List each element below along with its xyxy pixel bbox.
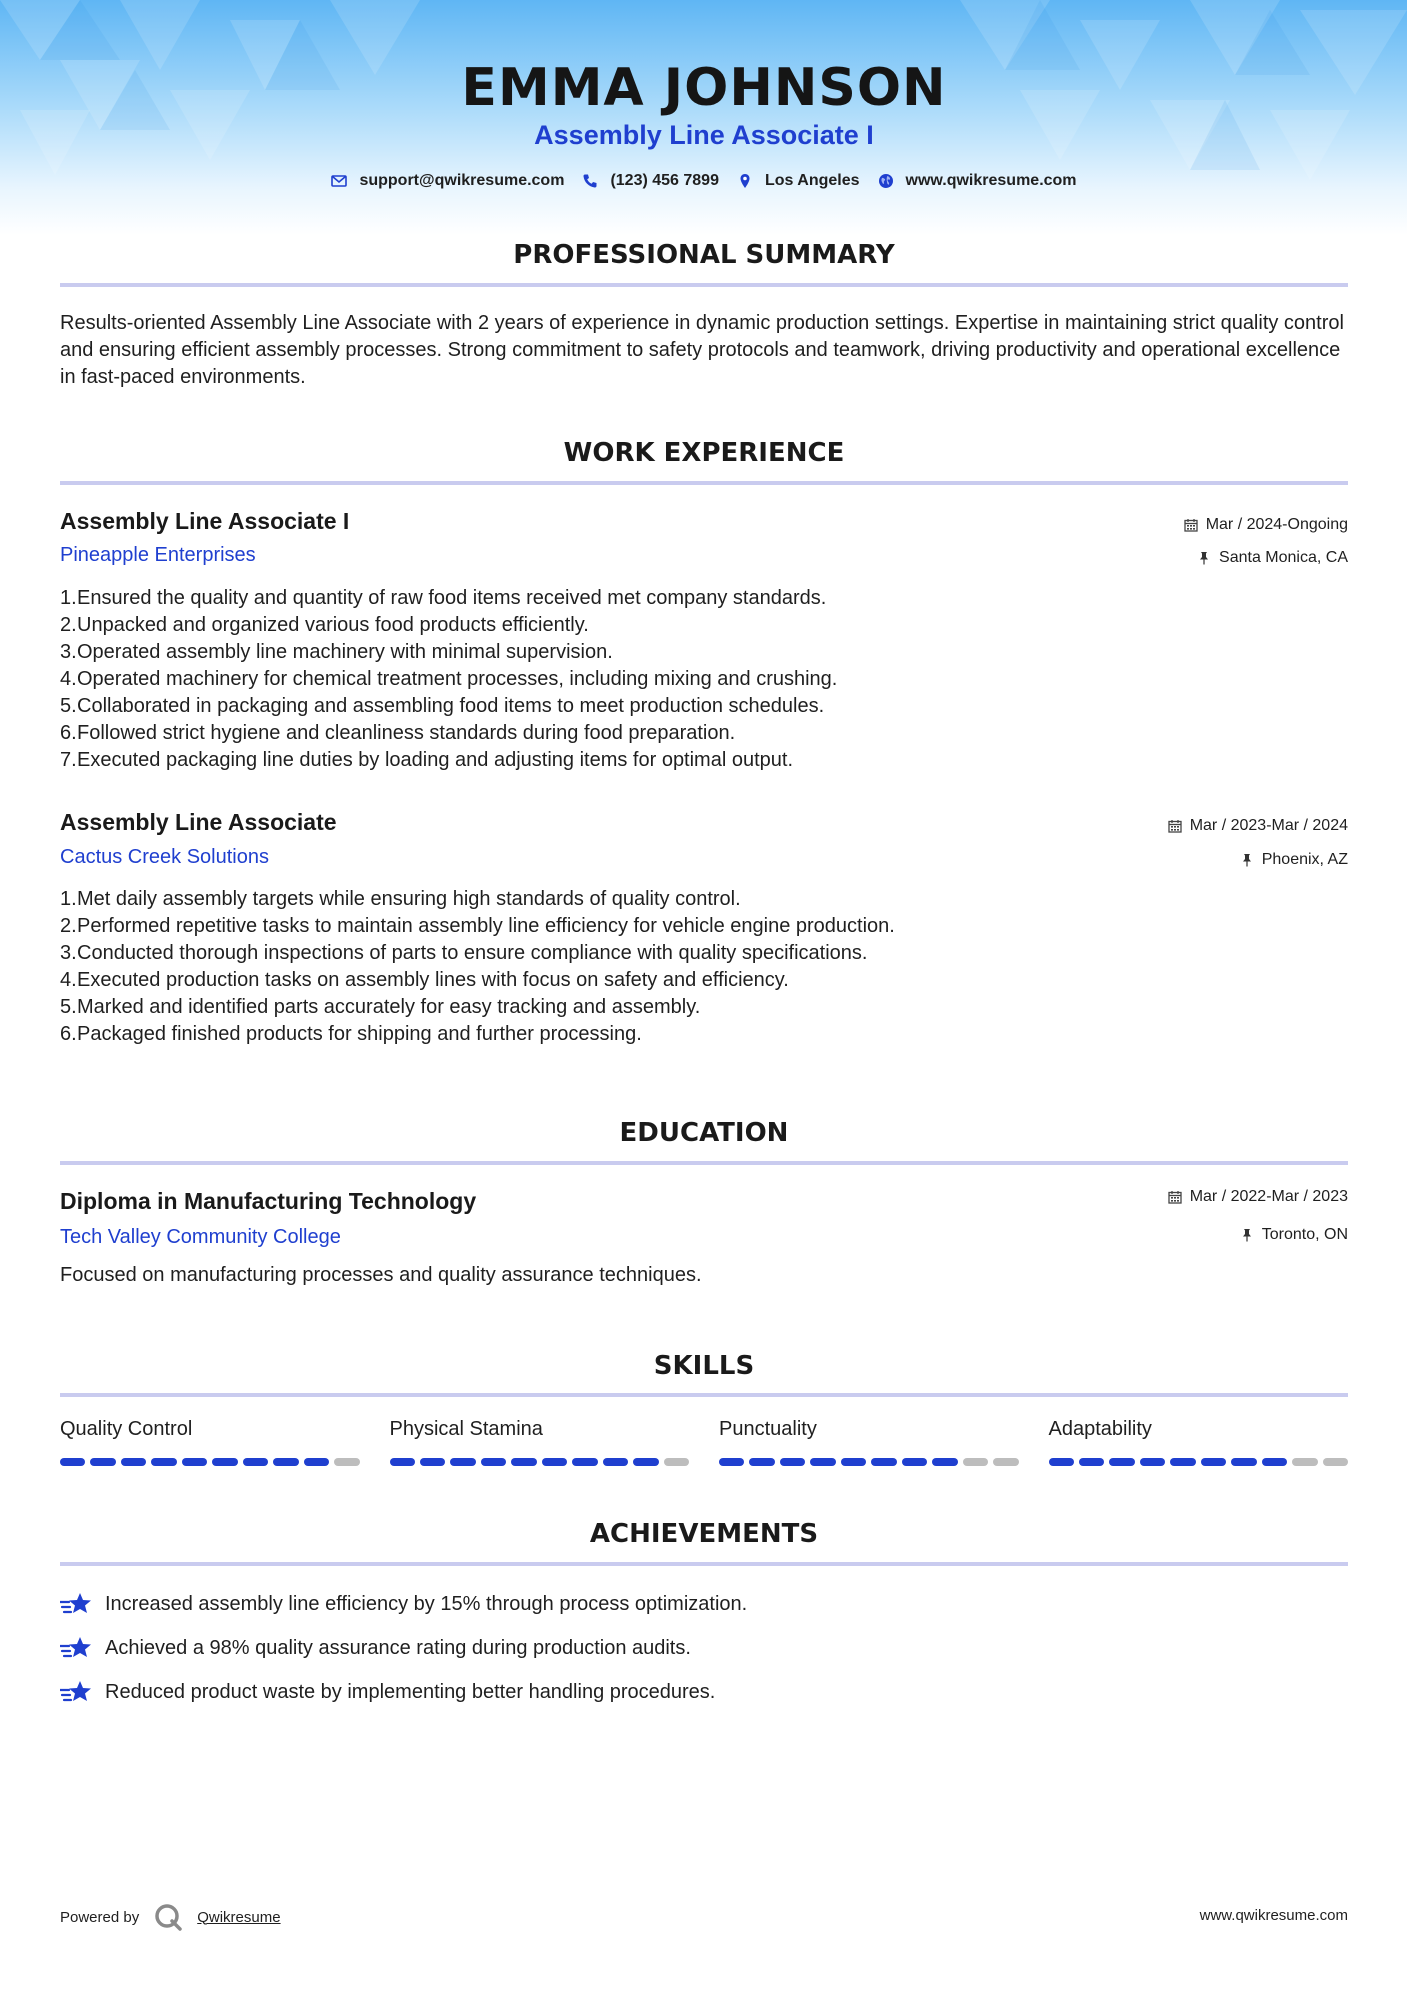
achievements-divider	[60, 1562, 1348, 1566]
summary-heading: PROFESSIONAL SUMMARY	[513, 240, 895, 270]
skill-segment-empty	[1323, 1458, 1348, 1466]
skills-heading: SKILLS	[653, 1351, 755, 1381]
calendar-icon	[1184, 518, 1198, 532]
contact-row	[60, 172, 1348, 190]
calendar-icon	[1168, 1190, 1182, 1204]
skill-segment-filled	[511, 1458, 536, 1466]
skill-level-bar	[719, 1458, 1019, 1466]
skill-item	[719, 1418, 1019, 1466]
skill-segment-filled	[243, 1458, 268, 1466]
skill-segment-filled	[60, 1458, 85, 1466]
skill-segment-filled	[1140, 1458, 1165, 1466]
job-dates	[1184, 516, 1348, 534]
achievements-list	[60, 1582, 1348, 1714]
footer-powered-by	[60, 1902, 281, 1932]
skill-segment-filled	[572, 1458, 597, 1466]
skill-segment-filled	[1262, 1458, 1287, 1466]
job-company[interactable]: Pineapple Enterprises	[60, 544, 256, 566]
education-degree: Diploma in Manufacturing Technology	[60, 1188, 477, 1214]
list-item: 1. Ensured the quality and quantity of raw food items received met company standards.	[60, 587, 827, 609]
skill-segment-filled	[633, 1458, 658, 1466]
calendar-icon	[1168, 819, 1182, 833]
map-pin-icon	[737, 173, 753, 189]
achievement-text: Increased assembly line efficiency by 15% through process optimization.	[105, 1592, 748, 1615]
powered-by-label: Powered by	[60, 1908, 140, 1926]
education-heading: EDUCATION	[619, 1118, 789, 1148]
globe-icon	[878, 173, 894, 189]
skill-segment-empty	[1292, 1458, 1317, 1466]
skill-segment-filled	[810, 1458, 835, 1466]
list-item: 2. Performed repetitive tasks to maintain assembly line efficiency for vehicle engine production.	[60, 915, 895, 937]
skill-segment-filled	[1231, 1458, 1256, 1466]
contact-email[interactable]	[331, 172, 564, 190]
candidate-title: Assembly Line Associate I	[534, 120, 874, 150]
skill-segment-filled	[1201, 1458, 1226, 1466]
education-dates	[1168, 1188, 1348, 1206]
job-title: Assembly Line Associate	[60, 809, 337, 835]
skill-segment-filled	[90, 1458, 115, 1466]
job-location	[1197, 549, 1348, 567]
skill-segment-filled	[1109, 1458, 1134, 1466]
education-school[interactable]: Tech Valley Community College	[60, 1226, 341, 1248]
job-title: Assembly Line Associate I	[60, 508, 350, 534]
achievement-item	[60, 1670, 1348, 1714]
list-item: 6. Packaged finished products for shipping and further processing.	[60, 1023, 642, 1045]
skill-segment-filled	[719, 1458, 744, 1466]
skill-segment-filled	[1049, 1458, 1074, 1466]
job-location-text: Santa Monica, CA	[1219, 549, 1348, 566]
contact-phone-text: (123) 456 7899	[610, 172, 719, 189]
skill-segment-filled	[1170, 1458, 1195, 1466]
skill-segment-filled	[212, 1458, 237, 1466]
job-bullets	[60, 886, 1348, 1048]
list-item: 4. Executed production tasks on assembly lines with focus on safety and efficiency.	[60, 969, 789, 991]
job-location	[1240, 851, 1348, 869]
list-item: 3. Conducted thorough inspections of parts to ensure compliance with quality specifications.	[60, 942, 868, 964]
phone-icon	[582, 173, 598, 189]
experience-heading: WORK EXPERIENCE	[563, 438, 845, 468]
skills-list	[60, 1418, 1348, 1466]
skill-level-bar	[60, 1458, 360, 1466]
education-description: Focused on manufacturing processes and quality assurance techniques.	[60, 1264, 702, 1286]
list-item: 3. Operated assembly line machinery with minimal supervision.	[60, 641, 613, 663]
skill-item	[390, 1418, 690, 1466]
skill-item	[1049, 1418, 1349, 1466]
education-dates-text: Mar / 2022-Mar / 2023	[1189, 1188, 1348, 1205]
skill-segment-filled	[542, 1458, 567, 1466]
achievement-text: Achieved a 98% quality assurance rating during production audits.	[105, 1636, 691, 1659]
qwikresume-logo-icon	[153, 1902, 183, 1932]
skill-item	[60, 1418, 360, 1466]
job-location-text: Phoenix, AZ	[1261, 851, 1348, 868]
skill-segment-filled	[780, 1458, 805, 1466]
skill-name: Punctuality	[719, 1418, 817, 1440]
candidate-name: EMMA JOHNSON	[461, 58, 947, 118]
contact-email-text: support@qwikresume.com	[359, 172, 565, 189]
contact-website[interactable]	[878, 172, 1077, 190]
skills-divider	[60, 1393, 1348, 1397]
list-item: 1. Met daily assembly targets while ensuring high standards of quality control.	[60, 888, 741, 910]
skill-segment-filled	[871, 1458, 896, 1466]
education-location	[1240, 1226, 1348, 1244]
skill-name: Adaptability	[1048, 1418, 1152, 1440]
list-item: 5. Marked and identified parts accurately for easy tracking and assembly.	[60, 996, 701, 1018]
skill-segment-filled	[182, 1458, 207, 1466]
skill-segment-filled	[450, 1458, 475, 1466]
skill-segment-filled	[932, 1458, 957, 1466]
skill-segment-filled	[273, 1458, 298, 1466]
list-item: 2. Unpacked and organized various food products efficiently.	[60, 614, 589, 636]
education-divider	[60, 1161, 1348, 1165]
list-item: 4. Operated machinery for chemical treatment processes, including mixing and crushing.	[60, 668, 838, 690]
list-item: 5. Collaborated in packaging and assembling food items to meet production schedules.	[60, 695, 825, 717]
summary-divider	[60, 283, 1348, 287]
job-dates-text: Mar / 2024-Ongoing	[1205, 516, 1348, 533]
skill-segment-filled	[390, 1458, 415, 1466]
achievement-item	[60, 1582, 1348, 1626]
envelope-icon	[331, 173, 347, 189]
achievements-heading: ACHIEVEMENTS	[589, 1519, 819, 1549]
job-company[interactable]: Cactus Creek Solutions	[60, 846, 269, 868]
skill-segment-filled	[603, 1458, 628, 1466]
experience-divider	[60, 481, 1348, 485]
footer-brand-link[interactable]: Qwikresume	[197, 1908, 281, 1926]
skill-segment-filled	[304, 1458, 329, 1466]
pushpin-icon	[1240, 853, 1254, 867]
list-item: 7. Executed packaging line duties by loading and adjusting items for optimal output.	[60, 749, 794, 771]
job-dates	[1168, 817, 1348, 835]
education-location-text: Toronto, ON	[1261, 1226, 1348, 1243]
contact-phone[interactable]	[582, 172, 719, 190]
achievement-text: Reduced product waste by implementing better handling procedures.	[105, 1680, 716, 1703]
achievement-item	[60, 1626, 1348, 1670]
skill-level-bar	[390, 1458, 690, 1466]
skill-segment-filled	[841, 1458, 866, 1466]
contact-location	[737, 172, 860, 190]
job-dates-text: Mar / 2023-Mar / 2024	[1189, 817, 1348, 834]
skill-segment-filled	[749, 1458, 774, 1466]
contact-location-text: Los Angeles	[764, 172, 860, 189]
skill-segment-filled	[481, 1458, 506, 1466]
pushpin-icon	[1197, 551, 1211, 565]
skill-segment-filled	[420, 1458, 445, 1466]
contact-website-text: www.qwikresume.com	[905, 172, 1077, 189]
skill-segment-filled	[1079, 1458, 1104, 1466]
skill-level-bar	[1049, 1458, 1349, 1466]
skill-name: Quality Control	[60, 1418, 193, 1440]
skill-segment-filled	[121, 1458, 146, 1466]
skill-name: Physical Stamina	[389, 1418, 543, 1440]
skill-segment-empty	[664, 1458, 689, 1466]
skill-segment-empty	[334, 1458, 359, 1466]
pushpin-icon	[1240, 1228, 1254, 1242]
skill-segment-empty	[963, 1458, 988, 1466]
skill-segment-filled	[902, 1458, 927, 1466]
summary-text: Results-oriented Assembly Line Associate with 2 years of experience in dynamic production settings. Expertise in maintaining strict quality control and ensuring efficient assembly processes. Strong commitment to safety protocols and teamwork, driving productivity and operational excellence in fast-paced environments.	[60, 312, 1344, 388]
job-bullets	[60, 585, 1348, 774]
skill-segment-empty	[993, 1458, 1018, 1466]
list-item: 6. Followed strict hygiene and cleanliness standards during food preparation.	[60, 722, 736, 744]
skill-segment-filled	[151, 1458, 176, 1466]
star-icon	[60, 1634, 92, 1662]
star-icon	[60, 1590, 92, 1618]
footer-website[interactable]: www.qwikresume.com	[1199, 1907, 1348, 1924]
star-icon	[60, 1678, 92, 1706]
